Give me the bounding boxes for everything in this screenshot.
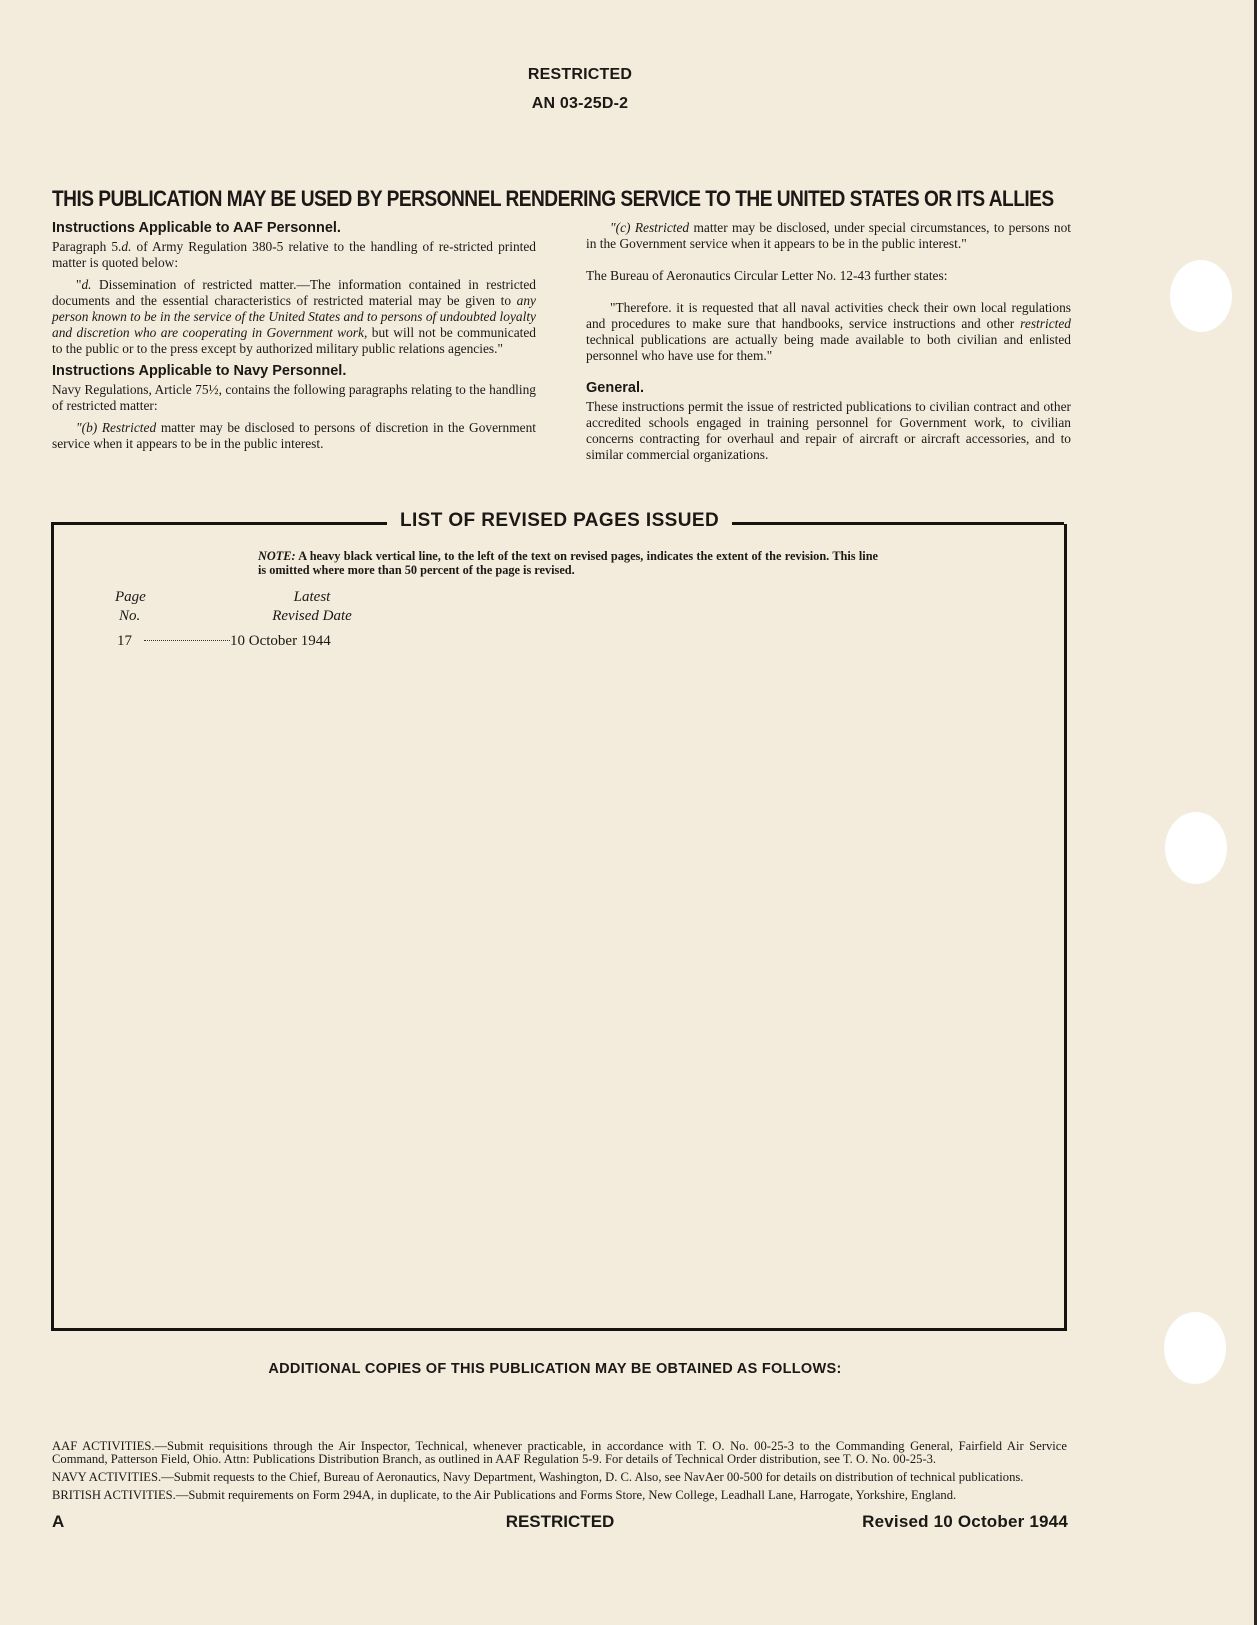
revised-pages-title: LIST OF REVISED PAGES ISSUED xyxy=(399,510,720,531)
navy-c-paragraph xyxy=(586,220,1071,252)
revision-date: 10 October 1944 xyxy=(230,633,331,649)
header-classification: RESTRICTED xyxy=(527,66,633,83)
left-column xyxy=(52,220,536,458)
aaf-heading: Instructions Applicable to AAF Personnel. xyxy=(52,220,341,236)
leader-dots xyxy=(144,640,230,641)
aaf-intro-italic: d. xyxy=(121,239,132,254)
aaf-quote-text: Dissemination of restricted matter.—The information contained in restricted documents and the essential characteristics of restricted material may be given to xyxy=(52,277,536,308)
footer-classification: RESTRICTED xyxy=(505,1512,615,1531)
revision-row xyxy=(117,633,331,650)
navy-heading: Instructions Applicable to Navy Personnel. xyxy=(52,363,347,379)
navy-c-label: "(c) Restricted xyxy=(610,220,690,235)
revision-note xyxy=(258,549,878,577)
bureau-quote-text-2: technical publications are actually being made available to both civilian and enlisted personnel who have use for them." xyxy=(586,332,1071,363)
general-heading: General. xyxy=(586,380,645,396)
navy-intro: Navy Regulations, Article 75½, contains the following paragraphs relating to the handling of restricted matter: xyxy=(52,382,536,413)
navy-activities: NAVY ACTIVITIES.—Submit requests to the Chief, Bureau of Aeronautics, Navy Department, Washington, D. C. Also, see NavAer 00-500 for details on distribution of technical publications. xyxy=(52,1470,1024,1484)
aaf-quote-italic: any person known to be in the service of the United States and to persons of undoubted loyalty and discretion who are cooperating in Government work, xyxy=(52,293,536,340)
column-header-page-line2: No. xyxy=(119,608,141,624)
binder-hole xyxy=(1165,812,1227,884)
column-header-date xyxy=(262,588,362,626)
footer-revision-date: Revised 10 October 1944 xyxy=(862,1512,1068,1531)
revision-page-number: 17 xyxy=(117,633,132,649)
general-text: These instructions permit the issue of restricted publications to civilian contract and other accredited schools engaged in training personnel for Government work, to civilian concerns contracting for overhaul and repair of aircraft or aircraft accessories, and to similar commercial organizations. xyxy=(586,399,1071,462)
aaf-activities: AAF ACTIVITIES.—Submit requisitions through the Air Inspector, Technical, whenever practicable, in accordance with T. O. No. 00-25-3 to the Commanding General, Fairfield Air Service Command, Patterson Field, Ohio. Attn: Publications Distribution Branch, as outlined in AAF Regulation 5-9. For details of Technical Order distribution, see T. O. No. 00-25-3. xyxy=(52,1439,1067,1466)
column-header-page xyxy=(115,588,146,626)
note-label: NOTE: xyxy=(258,549,296,563)
document-number: AN 03-25D-2 xyxy=(531,95,629,112)
note-text: A heavy black vertical line, to the left of the text on revised pages, indicates the extent of the revision. This line is omitted where more than 50 percent of the page is revised. xyxy=(258,549,878,577)
aaf-quote-label: d. xyxy=(81,277,92,292)
column-header-date-line1: Latest xyxy=(293,589,331,605)
usage-banner: THIS PUBLICATION MAY BE USED BY PERSONNEL RENDERING SERVICE TO THE UNITED STATES OR ITS ALLIES xyxy=(52,186,1054,211)
bureau-quote-text: "Therefore. it is requested that all naval activities check their own local regulations and procedures to make sure that handbooks, service instructions and other xyxy=(586,300,1071,331)
quote-mark: " xyxy=(76,277,82,292)
british-activities: BRITISH ACTIVITIES.—Submit requirements on Form 294A, in duplicate, to the Air Publications and Forms Store, New College, Leadhall Lane, Harrogate, Yorkshire, England. xyxy=(52,1488,957,1502)
activities-list xyxy=(52,1440,1067,1507)
aaf-intro xyxy=(52,239,536,271)
column-header-page-line1: Page xyxy=(115,589,146,605)
column-header-date-line2: Revised Date xyxy=(272,608,352,624)
bureau-intro: The Bureau of Aeronautics Circular Letter No. 12-43 further states: xyxy=(586,268,948,283)
navy-c-text: matter may be disclosed, under special circumstances, to persons not in the Government service when it appears to be in the public interest." xyxy=(586,220,1071,251)
navy-b-paragraph xyxy=(52,420,536,452)
binder-hole xyxy=(1164,1312,1226,1384)
navy-b-label: "(b) Restricted xyxy=(76,420,157,435)
aaf-intro-text: Paragraph 5. xyxy=(52,239,122,254)
additional-copies-heading: ADDITIONAL COPIES OF THIS PUBLICATION MAY BE OBTAINED AS FOLLOWS: xyxy=(268,1361,842,1377)
aaf-quote xyxy=(52,277,536,357)
footer-page-letter: A xyxy=(52,1512,65,1531)
bureau-quote xyxy=(586,300,1071,364)
navy-b-text: matter may be disclosed to persons of discretion in the Government service when it appears to be in the public interest. xyxy=(52,420,536,451)
right-column xyxy=(586,220,1071,469)
bureau-quote-italic: restricted xyxy=(1020,316,1071,331)
aaf-quote-text-2: but will not be communicated to the public or to the press except by authorized military public relations agencies." xyxy=(52,325,536,356)
aaf-intro-text-2: of Army Regulation 380-5 relative to the handling of re-stricted printed matter is quoted below: xyxy=(52,239,536,270)
binder-hole xyxy=(1170,260,1232,332)
